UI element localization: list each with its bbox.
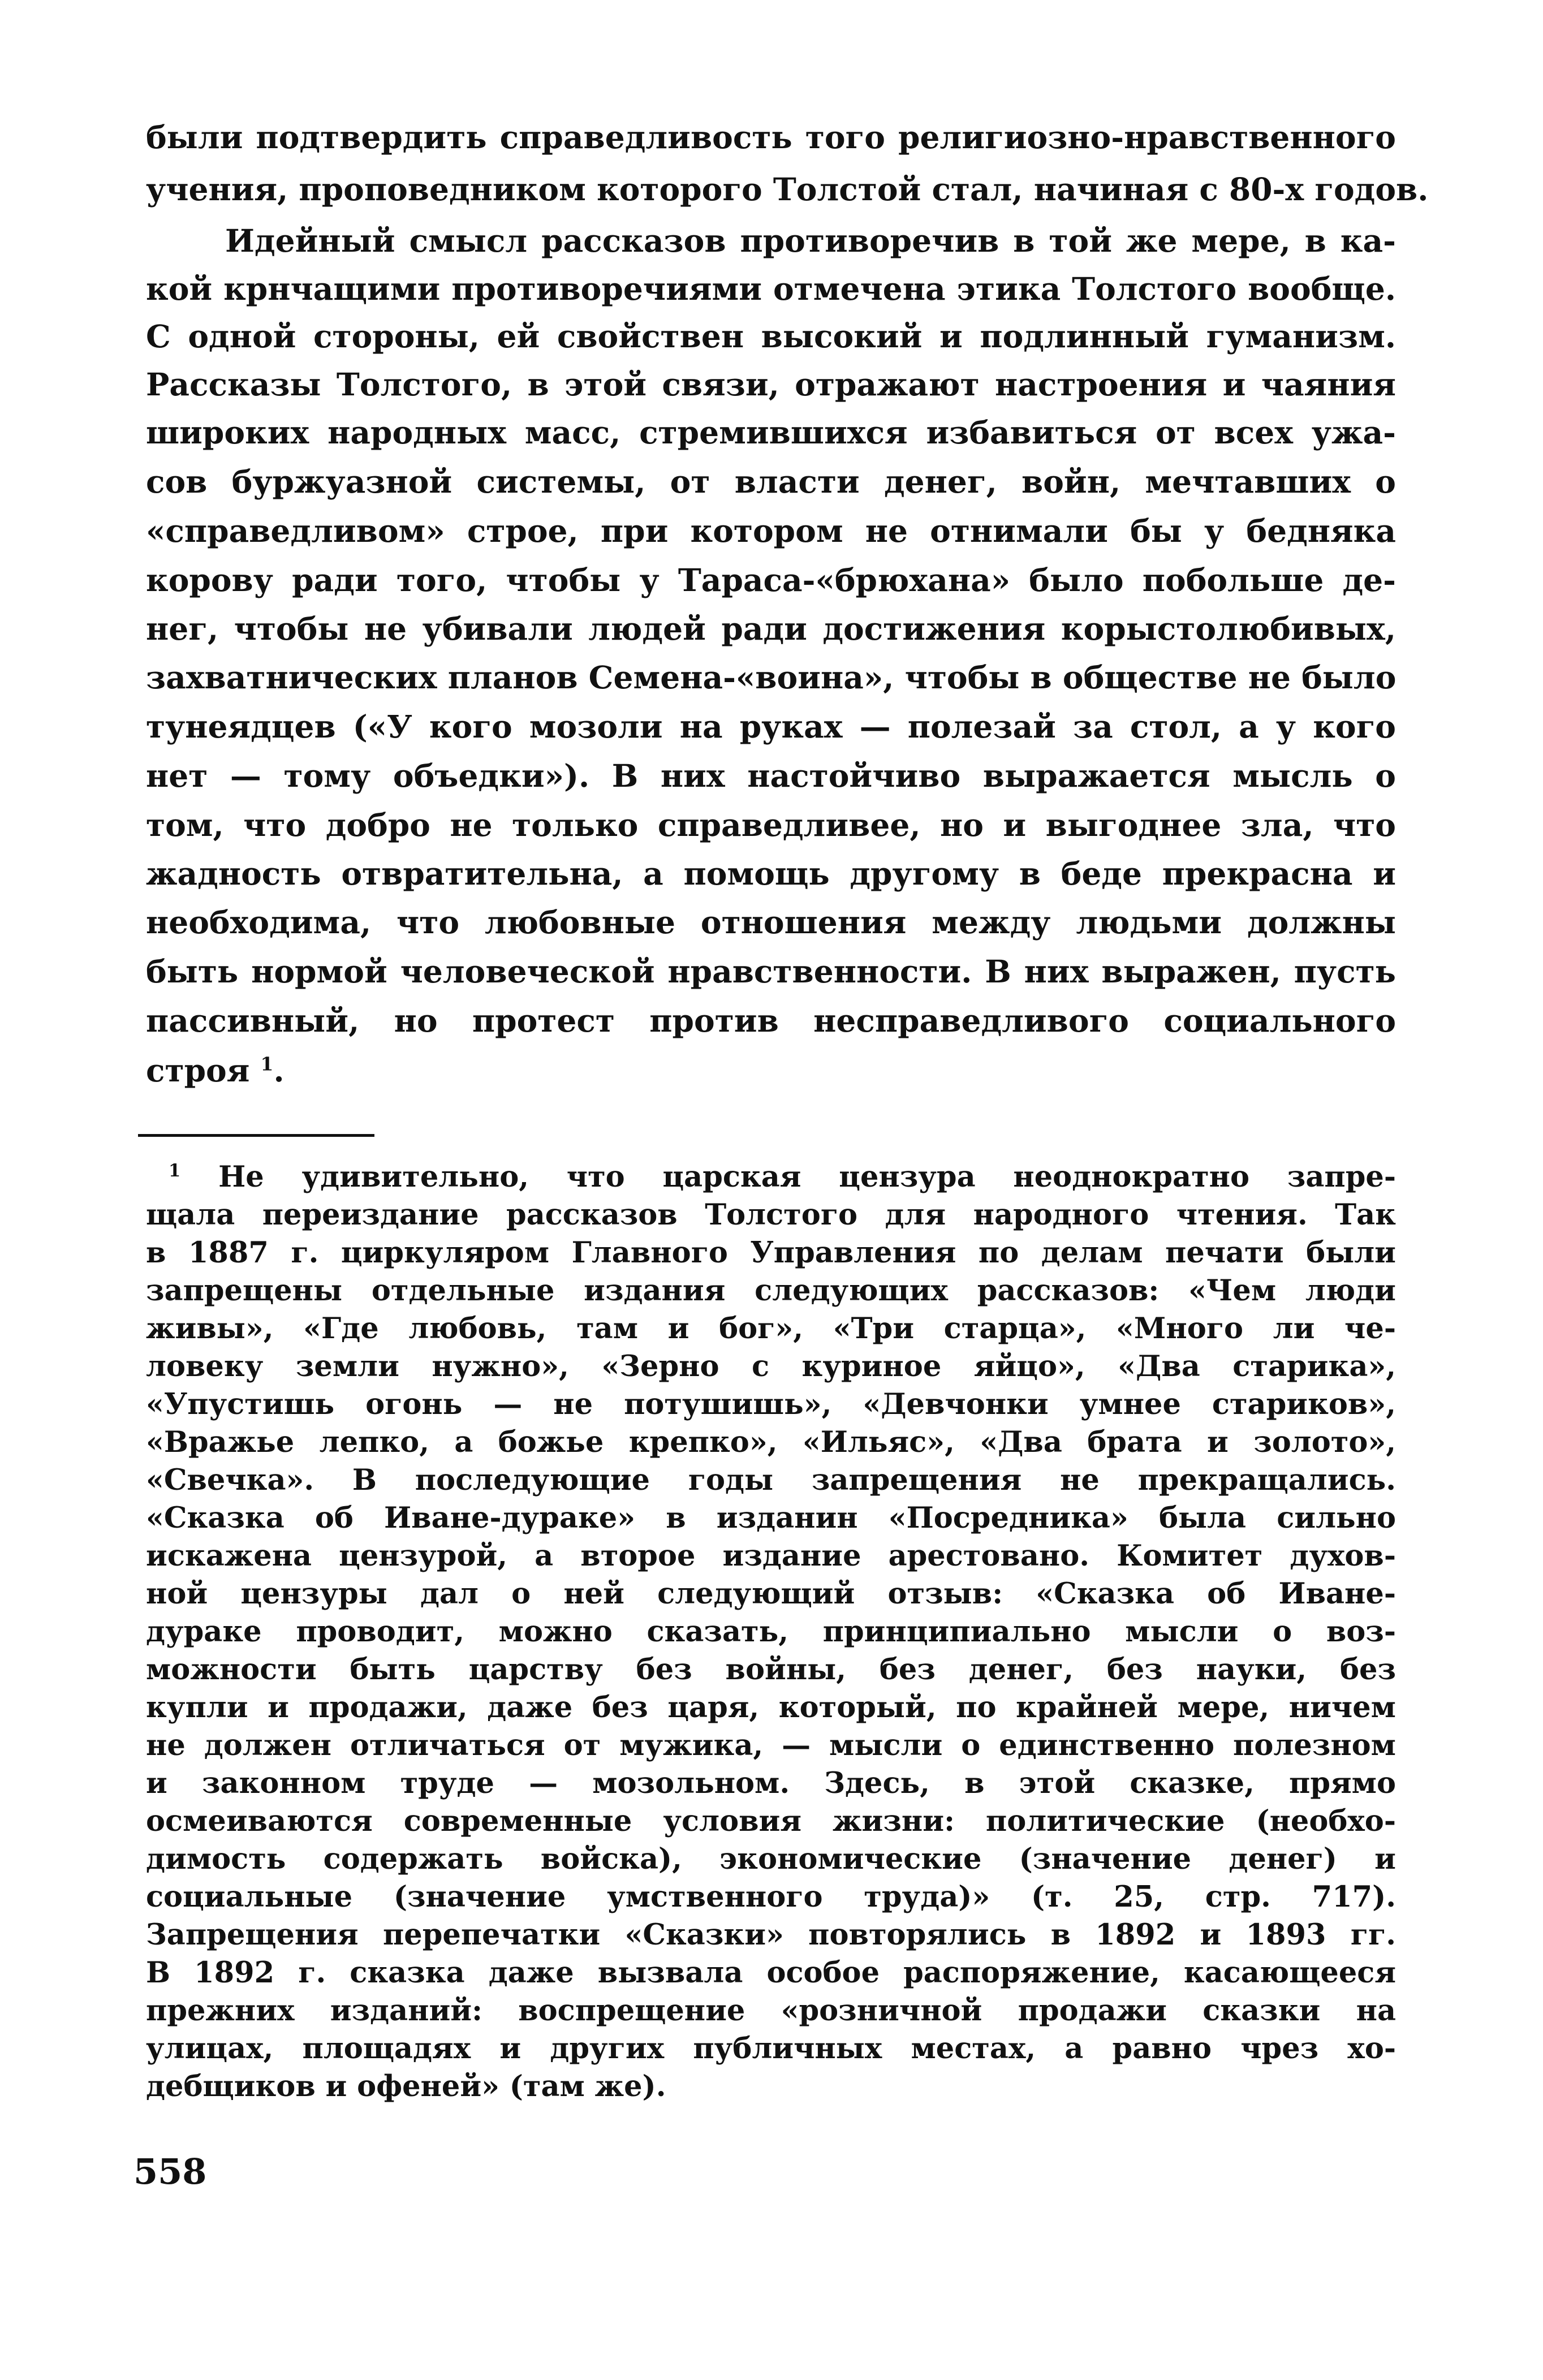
footnote-line: «Свечка». В последующие годы запрещения не прекращались. — [146, 1463, 1396, 1497]
body-line: С одной стороны, ей свойствен высокий и подлинный гуманизм. — [146, 318, 1396, 355]
body-line: жадность отвратительна, а помощь другому в беде прекрасна и — [146, 855, 1396, 892]
body-line: сов буржуазной системы, от власти денег, войн, мечтавших о — [146, 463, 1396, 500]
footnote-line: щала переиздание рассказов Толстого для народного чтения. Так — [146, 1198, 1396, 1232]
footnote-separator — [138, 1134, 374, 1137]
footnote-line: «Упустишь огонь — не потушишь», «Девчонки умнее стариков», — [146, 1387, 1396, 1421]
footnote-line: живы», «Где любовь, там и бог», «Три старца», «Много ли че- — [146, 1312, 1396, 1346]
footnote-marker: 1 — [169, 1161, 181, 1181]
footnote-reference: 1 — [260, 1053, 274, 1075]
body-line: учения, проповедником которого Толстой стал, начиная с 80-х годов. — [146, 171, 1429, 208]
footnote-line: прежних изданий: воспрещение «розничной продажи сказки на — [146, 1994, 1396, 2028]
footnote-line: дебщиков и офеней» (там же). — [146, 2069, 666, 2103]
body-line: пассивный, но протест против несправедливого социального — [146, 1002, 1396, 1039]
footnote-line: и законном труде — мозольном. Здесь, в этой сказке, прямо — [146, 1766, 1396, 1800]
body-line: необходима, что любовные отношения между людьми должны — [146, 904, 1396, 941]
footnote-first-line — [169, 1159, 1396, 1195]
footnote-line: купли и продажи, даже без царя, который, по крайней мере, ничем — [146, 1691, 1396, 1724]
footnote-line: запрещены отдельные издания следующих рассказов: «Чем люди — [146, 1274, 1396, 1308]
footnote-line: димость содержать войска), экономические (значение денег) и — [146, 1842, 1396, 1876]
body-line: корову ради того, чтобы у Тараса-«брюхана» было побольше де- — [146, 562, 1396, 598]
page-number: 558 — [133, 2151, 207, 2192]
body-line: Рассказы Толстого, в этой связи, отражают настроения и чаяния — [146, 366, 1396, 403]
body-line: широких народных масс, стремившихся избавиться от всех ужа- — [146, 414, 1396, 451]
body-line: были подтвердить справедливость того религиозно-нравственного — [146, 119, 1396, 156]
body-line: нет — тому объедки»). В них настойчиво выражается мысль о — [146, 757, 1396, 794]
body-line: «справедливом» строе, при котором не отнимали бы у бедняка — [146, 512, 1396, 549]
footnote-line: дураке проводит, можно сказать, принципиально мысли о воз- — [146, 1615, 1396, 1649]
footnote-line: ловеку земли нужно», «Зерно с куриное яйцо», «Два старика», — [146, 1349, 1396, 1383]
body-line: строя — [146, 1052, 250, 1089]
footnote-line: можности быть царству без войны, без денег, без науки, без — [146, 1653, 1396, 1687]
footnote-line: В 1892 г. сказка даже вызвала особое распоряжение, касающееся — [146, 1956, 1396, 1990]
footnote-line: социальные (значение умственного труда)» (т. 25, стр. 717). — [146, 1880, 1396, 1914]
body-line: кой крнчащими противоречиями отмечена этика Толстого вообще. — [146, 270, 1396, 307]
footnote-line: осмеиваются современные условия жизни: политические (необхо- — [146, 1804, 1396, 1838]
body-line: тунеядцев («У кого мозоли на руках — полезай за стол, а у кого — [146, 708, 1396, 745]
body-line: том, что добро не только справедливее, но и выгоднее зла, что — [146, 807, 1396, 843]
body-line: захватнических планов Семена-«воина», чтобы в обществе не было — [146, 659, 1397, 696]
body-line: Идейный смысл рассказов противоречив в той же мере, в ка- — [225, 222, 1396, 259]
body-line: быть нормой человеческой нравственности. В них выражен, пусть — [146, 953, 1396, 990]
footnote-line: «Вражье лепко, а божье крепко», «Ильяс», «Два брата и золото», — [146, 1425, 1396, 1459]
body-line: нег, чтобы не убивали людей ради достижения корыстолюбивых, — [146, 610, 1396, 647]
body-last-line: строя $^1$. — [146, 1052, 285, 1089]
footnote-line: в 1887 г. циркуляром Главного Управления по делам печати были — [146, 1236, 1396, 1270]
footnote-line: искажена цензурой, а второе издание арестовано. Комитет духов- — [146, 1539, 1396, 1573]
footnote-line: «Сказка об Иване-дураке» в изданин «Посредника» была сильно — [146, 1501, 1396, 1535]
footnote-line: Запрещения перепечатки «Сказки» повторялись в 1892 и 1893 гг. — [146, 1918, 1396, 1952]
footnote-line: Не удивительно, что царская цензура неоднократно запре- — [218, 1160, 1396, 1194]
footnote-line: ной цензуры дал о ней следующий отзыв: «Сказка об Иване- — [146, 1577, 1396, 1611]
footnote-line: улицах, площадях и других публичных местах, а равно чрез хо- — [146, 2032, 1396, 2066]
footnote-line: не должен отличаться от мужика, — мысли о единственно полезном — [146, 1728, 1396, 1762]
